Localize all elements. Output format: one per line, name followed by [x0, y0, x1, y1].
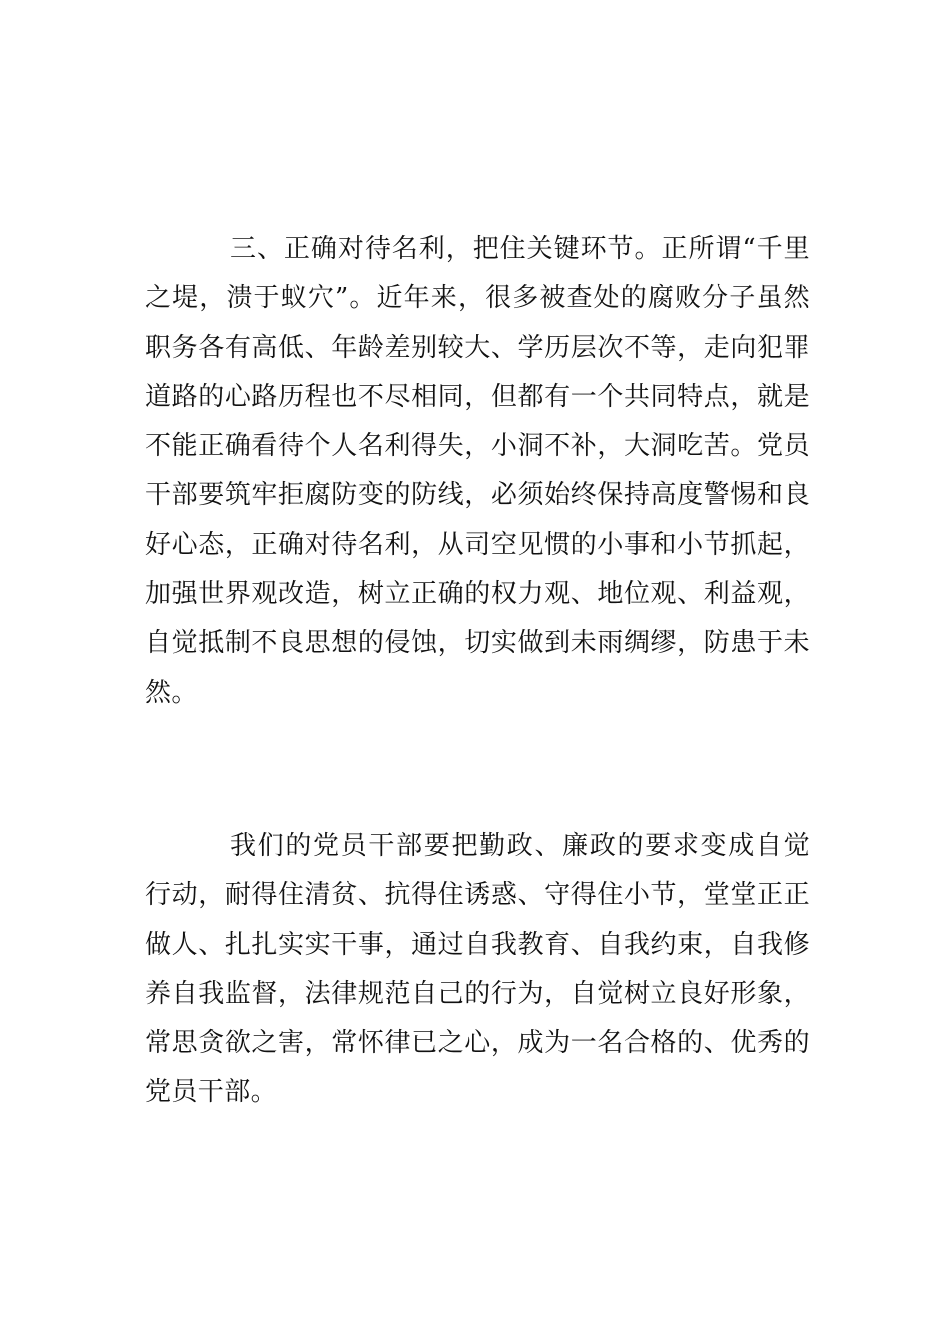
paragraph-party-cadre-conduct: 我们的党员干部要把勤政、廉政的要求变成自觉行动，耐得住清贫、抗得住诱惑、守得住小节，堂堂正正做人、扎扎实实干事，通过自我教育、自我约束，自我修养自我监督，法律规范自己的行为，自觉树立良好形象，常思贪欲之害，常怀律已之心，成为一名合格的、优秀的党员干部。 [145, 831, 810, 1108]
paragraph-fame-and-gain: 三、正确对待名利，把住关键环节。正所谓“千里之堤，溃于蚁穴”。近年来，很多被查处的腐败分子虽然职务各有高低、年龄差别较大、学历层次不等，走向犯罪道路的心路历程也不尽相同，但都有一个共同特点，就是不能正确看待个人名利得失，小洞不补，大洞吃苦。党员干部要筑牢拒腐防变的防线，必须始终保持高度警惕和良好心态，正确对待名利，从司空见惯的小事和小节抓起，加强世界观改造，树立正确的权力观、地位观、利益观，自觉抵制不良思想的侵蚀，切实做到未雨绸缪，防患于未然。 [145, 234, 810, 708]
